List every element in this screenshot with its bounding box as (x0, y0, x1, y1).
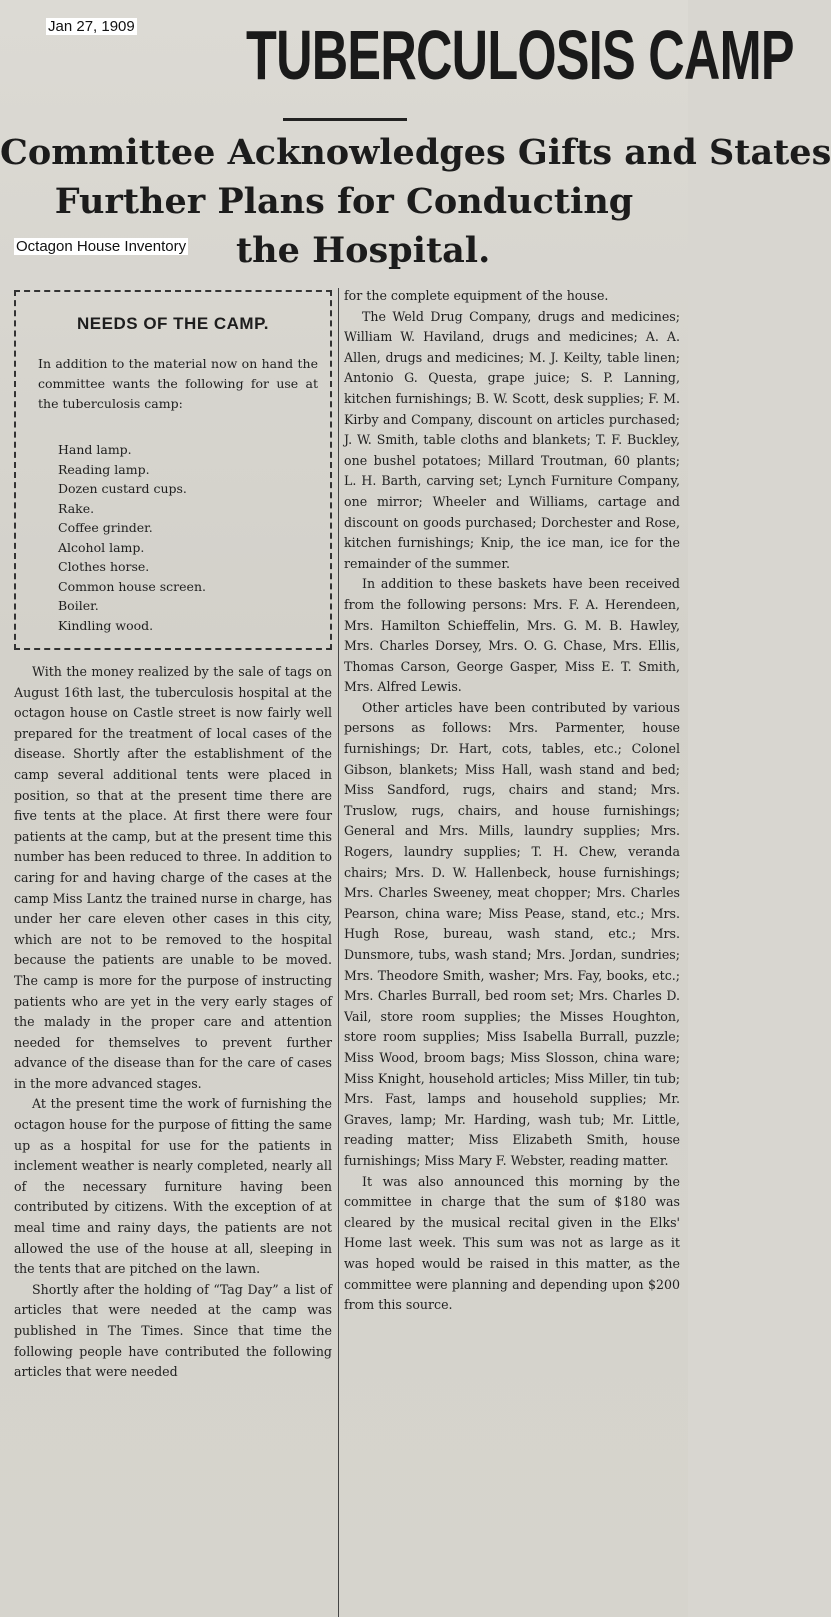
article-paragraph: At the present time the work of furnishing the octagon house for the purpose of fitting the same up as a hospital for use for the patients in inclement weather is nearly completed, nearly all of the necessary furniture having been contributed by citizens. With the exception of at meal time and rainy days, the patients are not allowed the use of the house at all, sleeping in the tents that are pitched on the lawn. (14, 1096, 332, 1277)
right-column-body (344, 286, 680, 1316)
list-item: Alcohol lamp. (58, 539, 145, 555)
list-item: Clothes horse. (58, 559, 150, 574)
article-paragraph: for the complete equipment of the house. (344, 288, 609, 303)
list-item: Coffee grinder. (58, 520, 153, 535)
list-item: Boiler. (58, 598, 99, 613)
subheadline-line-1: Committee Acknowledges Gifts and States (0, 132, 831, 173)
subheadline-line-2: Further Plans for Conducting (54, 181, 634, 222)
column-divider (338, 288, 339, 1617)
list-item: Common house screen. (58, 578, 206, 594)
list-item: Reading lamp. (58, 461, 150, 477)
list-item: Rake. (58, 500, 95, 516)
main-headline: TUBERCULOSIS CAMP (246, 16, 794, 94)
list-item: Dozen custard cups. (58, 481, 187, 496)
article-paragraph: The Weld Drug Company, drugs and medicines; William W. Haviland, drugs and medicines; A. A. Allen, drugs and medicines; M. J. Keilty, table linen; Antonio G. Questa, grape juice; S. P. Lanning, kitchen furnishings; B. W. Scott, desk supplies; F. M. Kirby and Company, discount on articles purchased; J. W. Smith, table cloths and blankets; T. F. Buckley, one bushel potatoes; Millard Troutman, 60 plants; L. H. Barth, carving set; Lynch Furniture Company, one mirror; Wheeler and Williams, cartage and discount on goods purchased; Dorchester and Rose, kitchen furnishings; Knip, the ice man, ice for the remainder of the summer. (344, 308, 680, 571)
article-paragraph: It was also announced this morning by the committee in charge that the sum of $180 was cleared by the musical recital given in the Elks' Home last week. This sum was not as large as it was hoped would be raised in this matter, as the committee were planning and depending upon $200 from this source. (344, 1173, 680, 1313)
source-annotation: Octagon House Inventory (16, 238, 187, 255)
article-paragraph: Other articles have been contributed by various persons as follows: Mrs. Parmenter, house furnishings; Dr. Hart, cots, tables, etc.; Colonel Gibson, blankets; Miss Hall, wash stand and bed; Miss Sandford, rugs, chairs and stand; Mrs. Truslow, rugs, chairs, and house furnishings; General and Mrs. Mills, laundry supplies; Mrs. Rogers, laundry supplies; T. H. Chew, veranda chairs; Mrs. D. W. Hallenbeck, house furnishings; Mrs. Charles Sweeney, meat chopper; Mrs. Charles Pearson, china ware; Miss Pease, stand, etc.; Mrs. Hugh Rose, bureau, wash stand, etc.; Mrs. Dunsmore, tubs, wash stand; Mrs. Jordan, sundries; Mrs. Theodore Smith, washer; Mrs. Fay, books, etc.; Mrs. Charles Burrall, bed room set; Mrs. Charles D. Vail, store room supplies; the Misses Houghton, store room supplies; Miss Isabella Burrall, puzzle; Miss Wood, broom bags; Miss Slosson, china ware; Miss Knight, household articles; Miss Miller, tin tub; Mrs. Fast, lamps and household supplies; Mr. Graves, lamp; Mr. Harding, wash tub; Mr. Little, reading matter; Miss Elizabeth Smith, house furnishings; Miss Mary F. Webster, reading matter. (344, 699, 680, 1168)
needs-of-the-camp-box (14, 290, 332, 650)
box-title: NEEDS OF THE CAMP. (77, 314, 269, 333)
box-intro: In addition to the material now on hand the committee wants the following for use at the tuberculosis camp: (38, 356, 318, 411)
list-item: Hand lamp. (58, 442, 132, 457)
article-paragraph: In addition to these baskets have been received from the following persons: Mrs. F. A. Herendeen, Mrs. Hamilton Schieffelin, Mrs. G. M. B. Hawley, Mrs. Charles Dorsey, Mrs. O. G. Chase, Mrs. Ellis, Thomas Carson, George Gasper, Miss E. T. Smith, Mrs. Alfred Lewis. (344, 576, 680, 695)
needs-list (58, 440, 206, 635)
list-item: Kindling wood. (58, 617, 154, 633)
article-paragraph: Shortly after the holding of “Tag Day” a list of articles that were needed at the camp was published in The Times. Since that time the following people have contributed the following articles that were needed (14, 1281, 332, 1380)
subheadline-line-3: the Hospital. (236, 230, 491, 271)
headline-divider (283, 118, 407, 121)
date-annotation: Jan 27, 1909 (48, 18, 135, 35)
article-paragraph: With the money realized by the sale of tags on August 16th last, the tuberculosis hospital at the octagon house on Castle street is now fairly well prepared for the treatment of local cases of the disease. Shortly after the establishment of the camp several additional tents were placed in position, so that at the present time there are five tents at the place. At first there were four patients at the camp, but at the present time this number has been reduced to three. In addition to caring for and having charge of the cases at the camp Miss Lantz the trained nurse in charge, has under her care eleven other cases in this city, which are not to be removed to the hospital because the patients are unable to be moved. The camp is more for the purpose of instructing patients who are yet in the very early stages of the malady in the proper care and attention needed for themselves to prevent further advance of the disease than for the care of cases in the more advanced stages. (14, 664, 332, 1091)
left-column-body (14, 662, 332, 1383)
